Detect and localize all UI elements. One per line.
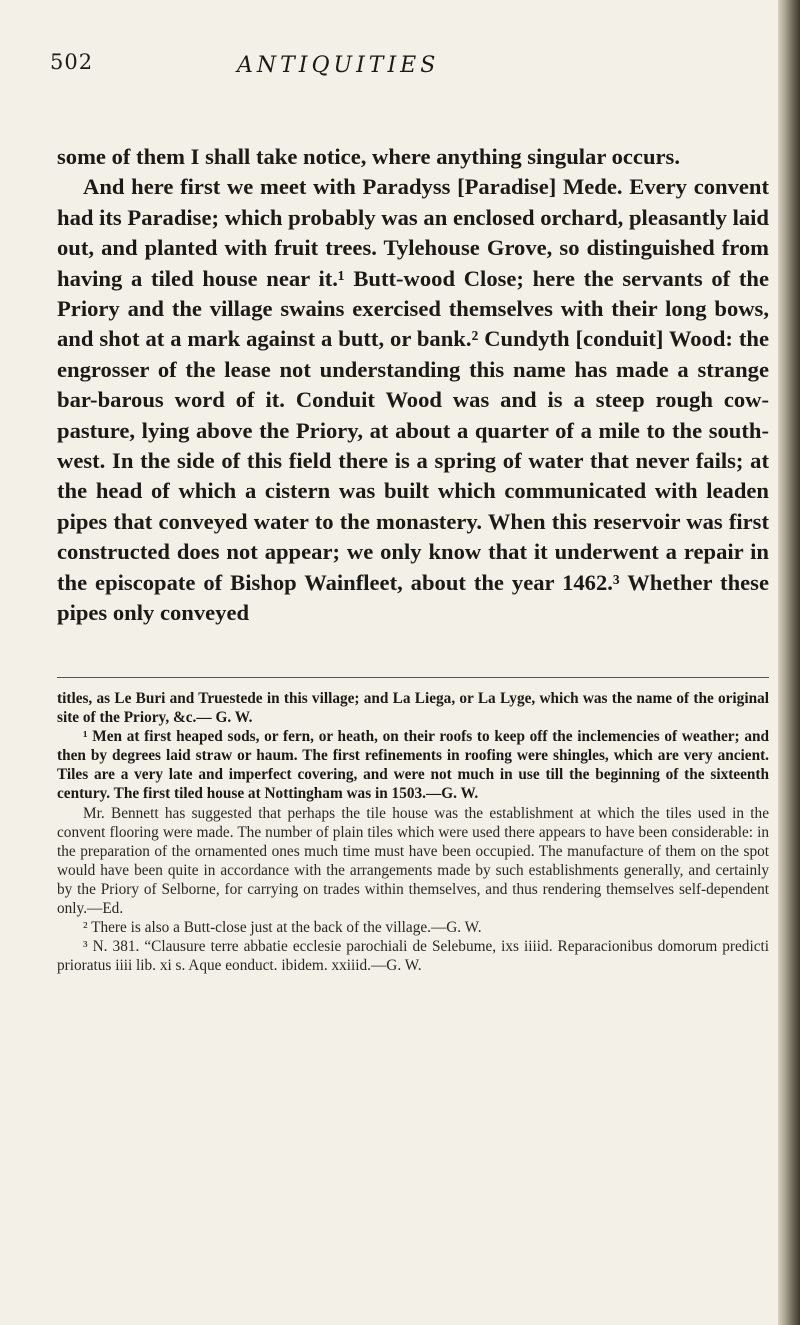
paragraph-continuation: some of them I shall take notice, where anything singular occurs. <box>57 144 680 169</box>
book-spine-shadow <box>778 0 800 1325</box>
footnote-1-editor: Mr. Bennett has suggested that perhaps the tile house was the establishment at which the tiles used in the convent flooring were made. The number of plain tiles which were used there appears to have been considerable: in the preparation of the ornamented ones much time must have been occupied. The manufacture of them on the spot would have been quite in accordance with the arrangements made by such establishments generally, and certainly by the Priory of Selborne, for carrying on trades within themselves, and thus rendering themselves self-dependent only.—Ed. <box>57 804 769 918</box>
footnote-3: ³ N. 381. “Clausure terre abbatie ecclesie parochiali de Selebume, ixs iiiid. Reparacionibus domorum predicti prioratus iiii lib. xi s. Aque eonduct. ibidem. xxiiid.—G. W. <box>57 938 769 975</box>
footnote-divider <box>57 677 769 678</box>
footnote-1: ¹ Men at first heaped sods, or fern, or heath, on their roofs to keep off the inclemencies of weather; and then by degrees laid straw or haum. The first refinements in roofing were shingles, which are very ancient. Tiles are a very late and imperfect covering, and were not much in use till the beginning of the sixteenth century. The first tiled house at Nottingham was in 1503.—G. W. <box>57 728 769 803</box>
footnotes <box>57 689 769 975</box>
running-head: ANTIQUITIES <box>237 53 440 78</box>
footnote-continuation: titles, as Le Buri and Truestede in this village; and La Liega, or La Lyge, which was the name of the original site of the Priory, &c.— G. W. <box>57 690 769 727</box>
paragraph-paradyss-mede: And here first we meet with Paradyss [Paradise] Mede. Every convent had its Paradise; which probably was an enclosed orchard, pleasantly laid out, and planted with fruit trees. Tylehouse Grove, so distinguished from having a tiled house near it.¹ Butt-wood Close; here the servants of the Priory and the village swains exercised themselves with their long bows, and shot at a mark against a butt, or bank.² Cundyth [conduit] Wood: the engrosser of the lease not understanding this name has made a strange bar-barous word of it. Conduit Wood was and is a steep rough cow-pasture, lying above the Priory, at about a quarter of a mile to the south-west. In the side of this field there is a spring of water that never fails; at the head of which a cistern was built which communicated with leaden pipes that conveyed water to the monastery. When this reservoir was first constructed does not appear; we only know that it underwent a repair in the episcopate of Bishop Wainfleet, about the year 1462.³ Whether these pipes only conveyed <box>57 174 769 626</box>
page-number: 502 <box>50 50 94 74</box>
footnote-2: ² There is also a Butt-close just at the back of the village.—G. W. <box>83 919 482 937</box>
main-text <box>57 142 769 629</box>
